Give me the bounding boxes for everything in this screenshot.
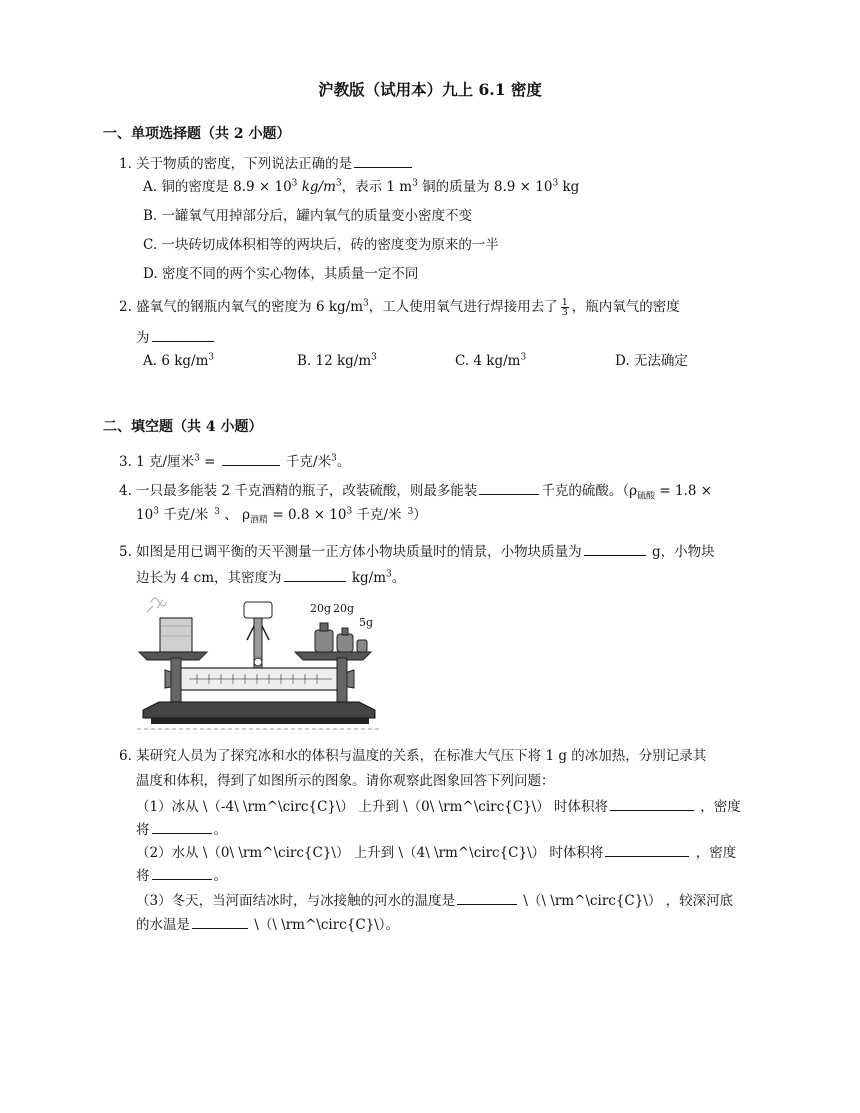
weight-20g-1: [315, 630, 333, 652]
question-6-line2: 温度和体积，得到了如图所示的图象。请你观察此图象回答下列问题：: [136, 773, 555, 789]
question-6-part2: （2）水从 \（0\ \rm^\circ{C}\） 上升到 \（4\ \rm^\circ{C}\） 时体积将 ，密度: [136, 842, 736, 862]
question-1-blank[interactable]: [354, 153, 412, 168]
question-1-stem: [119, 153, 414, 173]
question-6-line1: 6. 某研究人员为了探究冰和水的体积与温度的关系，在标准大气压下将 1 g 的冰加热，分别记录其: [119, 748, 707, 764]
weight-5g: [357, 640, 367, 652]
page-title: 沪教版（试用本）九上 6.1 密度: [318, 80, 542, 99]
question-4-line2: $10^3$ 千克/米 $^3$ 、 $\rho_{酒精} = 0.8 \times 10^3$ 千克/米 $^3$）: [136, 506, 427, 526]
question-5-blank-density[interactable]: [284, 567, 346, 582]
question-6-part1-blank-density[interactable]: [152, 819, 212, 834]
question-1-text: 1. 关于物质的密度，下列说法正确的是: [119, 156, 353, 172]
question-2-blank[interactable]: [152, 327, 214, 342]
question-6-part3-blank-surface[interactable]: [457, 890, 517, 905]
question-6-part3-line2: 的水温是 \（\ \rm^\circ{C}\）。: [136, 914, 399, 934]
question-5: 5. 如图是用已调平衡的天平测量一正方体小物块质量时的情景，小物块质量为 g，小物块: [119, 541, 715, 561]
question-1-option-b[interactable]: B. 一罐氧气用掉部分后，罐内氧气的质量变小密度不变: [143, 208, 473, 224]
question-6-part2-line2: 将 。: [136, 865, 227, 885]
right-pan: [295, 652, 371, 660]
weight-label-20g-1: 20g: [310, 602, 332, 615]
question-6-part1-blank-volume[interactable]: [610, 796, 694, 811]
question-4: 4. 一只最多能装 2 千克酒精的瓶子，改装硫酸，则最多能装 千克的硫酸。（$\rho_{硫酸} = 1.8$ ×: [119, 480, 712, 500]
section-heading-fill: 二、填空题（共 4 小题）: [103, 419, 263, 435]
question-2-option-b[interactable]: B. 12 $kg/m^3$: [297, 352, 377, 369]
question-5-blank-mass[interactable]: [584, 541, 646, 556]
question-6-part3: （3）冬天，当河面结冰时，与冰接触的河水的温度是 \（\ \rm^\circ{C}\） ，较深河底: [136, 890, 733, 910]
question-2-option-c[interactable]: C. 4 $kg/m^3$: [455, 352, 527, 369]
question-1-option-a[interactable]: A. 铜的密度是 $8.9 \times 10^3$ $kg/m^3$，表示 1 $m^3$ 铜的质量为 $8.9 \times 10^3$ kg: [143, 178, 580, 195]
question-5-line2: 边长为 4 cm，其密度为 $kg/m^3$。: [136, 567, 405, 587]
question-3-blank[interactable]: [222, 451, 280, 466]
question-2-stem: 2. 盛氧气的钢瓶内氧气的密度为 6 $kg/m^3$，工人使用氧气进行焊接用去了 $\frac{1}{3}$ ，瓶内氧气的密度: [119, 297, 680, 318]
question-6-part2-blank-density[interactable]: [152, 865, 212, 880]
question-4-blank[interactable]: [479, 480, 539, 495]
weight-label-5g: 5g: [359, 616, 374, 629]
question-6-part1-line2: 将 。: [136, 819, 227, 839]
question-2-stem-line2: 为: [136, 327, 216, 347]
question-2-option-a[interactable]: A. 6 $kg/m^3$: [143, 352, 215, 369]
fraction-one-third: $\frac{1}{3}$: [561, 297, 568, 318]
section-heading-choice: 一、单项选择题（共 2 小题）: [103, 126, 291, 142]
balance-scale-figure: [137, 590, 380, 730]
question-1-option-c[interactable]: C. 一块砖切成体积相等的两块后，砖的密度变为原来的一半: [143, 237, 499, 253]
weight-label-20g-2: 20g: [333, 602, 355, 615]
question-6-part3-blank-bottom[interactable]: [192, 914, 248, 929]
question-2-option-d[interactable]: D. 无法确定: [615, 353, 688, 369]
weight-20g-2: [337, 634, 353, 652]
balance-base: [143, 702, 375, 718]
scale-dial: [244, 602, 272, 618]
question-6-part2-blank-volume[interactable]: [605, 842, 689, 857]
question-3: 3. 1 克/厘米$^3$ = 千克/米$^3$。: [119, 451, 350, 471]
question-6-part1: （1）冰从 \（-4\ \rm^\circ{C}\） 上升到 \（0\ \rm^\circ{C}\） 时体积将 ，密度: [136, 796, 741, 816]
question-1-option-d[interactable]: D. 密度不同的两个实心物体，其质量一定不同: [143, 266, 419, 282]
cube-block: [160, 618, 192, 652]
